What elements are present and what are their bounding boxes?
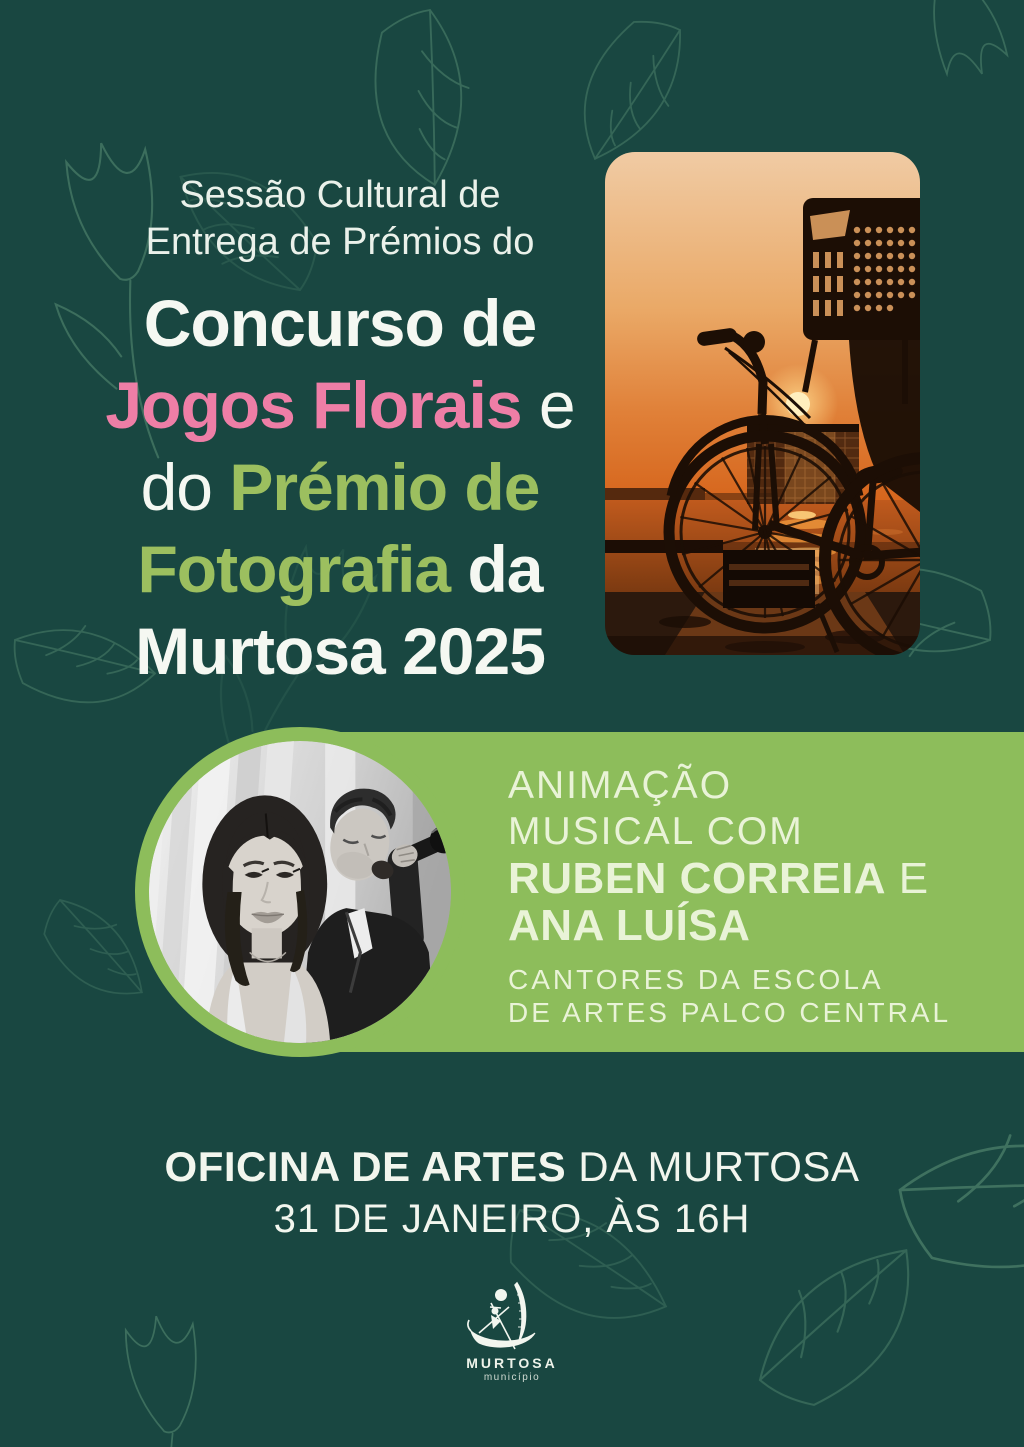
woman-singer — [202, 795, 330, 1043]
school-line-2: DE ARTES PALCO CENTRAL — [508, 997, 952, 1028]
title-highlight-green: Prémio de — [229, 450, 540, 524]
title-highlight-green2: Fotografia — [137, 532, 451, 606]
date-line: 31 DE JANEIRO, ÀS 16H — [273, 1197, 751, 1241]
school-line-1: CANTORES DA ESCOLA — [508, 964, 884, 995]
band-text — [508, 763, 951, 1029]
event-intro — [40, 172, 640, 266]
title-line-5: Murtosa 2025 — [135, 614, 545, 688]
title-highlight-pink: Jogos Florais — [105, 368, 522, 442]
bike-sunset-photo — [605, 152, 920, 655]
title-line-4: Fotografia da — [137, 532, 543, 606]
animation-line-1: ANIMAÇÃO — [508, 764, 733, 807]
intro-line-2: Entrega de Prémios do — [145, 221, 535, 263]
title-line-2: Jogos Florais e — [105, 368, 575, 442]
intro-line-1: Sessão Cultural de — [179, 174, 501, 216]
logo-subtitle: município — [483, 1372, 541, 1383]
singers-photo — [149, 741, 451, 1043]
animation-line-2: MUSICAL COM — [508, 810, 804, 853]
singer-name-1: RUBEN CORREIA E — [508, 854, 929, 903]
moliceiro-boat-icon — [457, 1281, 567, 1353]
event-title — [40, 282, 640, 692]
singer-name-2: ANA LUÍSA — [508, 901, 751, 950]
venue-line: OFICINA DE ARTES DA MURTOSA — [164, 1143, 860, 1190]
logo-name: MURTOSA — [466, 1355, 558, 1371]
title-line-1: Concurso de — [143, 286, 537, 360]
venue-info — [0, 1140, 1024, 1244]
murtosa-logo — [0, 1281, 1024, 1383]
singers-photo-ring — [135, 727, 465, 1057]
title-line-3: do Prémio de — [140, 450, 540, 524]
